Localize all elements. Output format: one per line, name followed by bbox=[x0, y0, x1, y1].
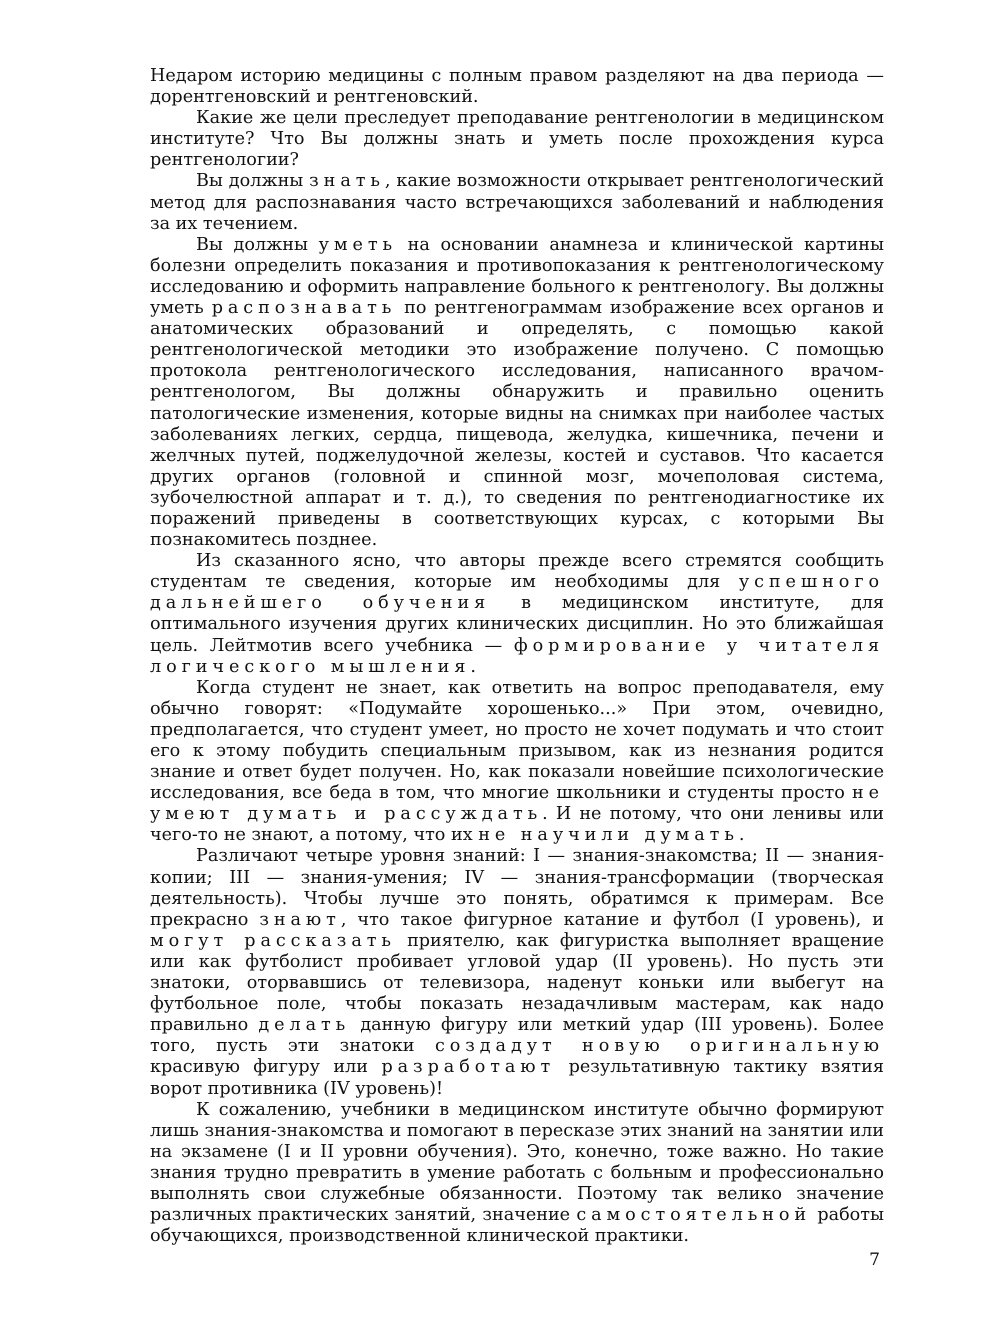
emphasis-know: знать bbox=[309, 171, 385, 192]
paragraph-be-able: Вы должны уметь на основании анамнеза и клинической картины болезни определить показания и противопоказания к рентгенологическому исследованию и оформить направление больного к рентгенологу. Вы должны уметь распознавать по рентгенограммам изображение всех органов и анатомических образований и определять, с помощью какой рентгенологической методики это изображение получено. С помощью протокола рентгенологического исследования, написанного врачом-рентгенологом, Вы должны обнаружить и правильно оценить патологические изменения, которые видны на снимках при наиболее частых заболеваниях легких, сердца, пищевода, желудка, кишечника, печени и желчных путей, поджелудочной железы, костей и суставов. Что касается других органов (головной и спинной мозг, мочеполовая система, зубочелюстной аппарат и т. д.), то сведения по рентгенодиагностике их поражений приведены в соответствующих курсах, с которыми Вы познакомитесь позднее. bbox=[150, 234, 885, 551]
paragraph-textbooks: К сожалению, учебники в медицинском институте обычно формируют лишь знания-знакомства и помогают в пересказе этих знаний на занятии или на экзамене (I и II уровни обучения). Это, конечно, тоже важно. Но такие знания трудно превратить в умение работать с больным и профессионально выполнять свои служебные обязанности. Поэтому так велико значение различных практических занятий, значение самостоятельной работы обучающихся, производственной клинической практики. bbox=[150, 1099, 884, 1247]
emphasis-not-taught: не научили думать bbox=[478, 825, 739, 846]
emphasis-be-able: уметь bbox=[318, 234, 398, 255]
emphasis-independent: самостоятельной bbox=[576, 1205, 812, 1226]
page-number: 7 bbox=[869, 1250, 880, 1270]
emphasis-successful-learning: успешного дальнейшего обучения bbox=[150, 572, 884, 614]
emphasis-develop: разработают bbox=[381, 1057, 556, 1078]
emphasis-know-level1: знают bbox=[259, 909, 341, 930]
paragraph-authors-aim: Из сказанного ясно, что авторы прежде всего стремятся сообщить студентам те сведения, которые им необходимы для успешного дальнейшего обучения в медицинском институте, для оптимального изучения других клинических дисциплин. Но это ближайшая цель. Лейтмотив всего учебника — формирование у читателя логического мышления. bbox=[150, 551, 884, 677]
paragraph-knowledge-levels: Различают четыре уровня знаний: I — знания-знакомства; II — знания-копии; III — знания-умения; IV — знания-трансформации (творческая деятельность). Чтобы лучше это понять, обратимся к примерам. Все прекрасно знают, что такое фигурное катание и футбол (I уровень), и могут рассказать приятелю, как фигуристка выполняет вращение или как футболист пробивает угловой удар (II уровень). Но пусть эти знатоки, оторвавшись от телевизора, наденут коньки или выбегут на футбольное поле, чтобы показать незадачливым мастерам, как надо правильно делать данную фигуру или меткий удар (III уровень). Более того, пусть эти знатоки создадут новую оригинальную красивую фигуру или разработают результативную тактику взятия ворот противника (IV уровень)! bbox=[150, 846, 884, 1099]
emphasis-do: делать bbox=[258, 1015, 351, 1036]
paragraph-goals-question: Какие же цели преследует преподавание рентгенологии в медицинском институте? Что Вы должны знать и уметь после прохождения курса рентгенологии? bbox=[150, 108, 884, 171]
emphasis-can-tell: могут рассказать bbox=[150, 930, 396, 951]
paragraph-intro: Недаром историю медицины с полным правом разделяют на два периода — дорентгеновский и рентгеновский. bbox=[150, 66, 884, 108]
page-body bbox=[150, 66, 884, 1247]
emphasis-recognize: распознавать bbox=[211, 298, 397, 319]
emphasis-cannot-think: не умеют думать и рассуждать bbox=[150, 783, 884, 825]
emphasis-create: создадут новую оригинальную bbox=[434, 1036, 884, 1057]
paragraph-know: Вы должны знать, какие возможности открывает рентгенологический метод для распознавания часто встречающихся заболеваний и наблюдения за их течением. bbox=[150, 171, 884, 234]
paragraph-student-thinking: Когда студент не знает, как ответить на вопрос преподавателя, ему обычно говорят: «Подумайте хорошенько...» При этом, очевидно, предполагается, что студент умеет, но просто не хочет подумать и что стоит его к этому побудить специальным призывом, как из незнания родится знание и ответ будет получен. Но, как показали новейшие психологические исследования, все беда в том, что многие школьники и студенты просто не умеют думать и рассуждать. И не потому, что они ленивы или чего-то не знают, а потому, что их не научили думать. bbox=[150, 677, 884, 846]
emphasis-logical-thinking: формирование у читателя логического мышления bbox=[150, 635, 884, 677]
